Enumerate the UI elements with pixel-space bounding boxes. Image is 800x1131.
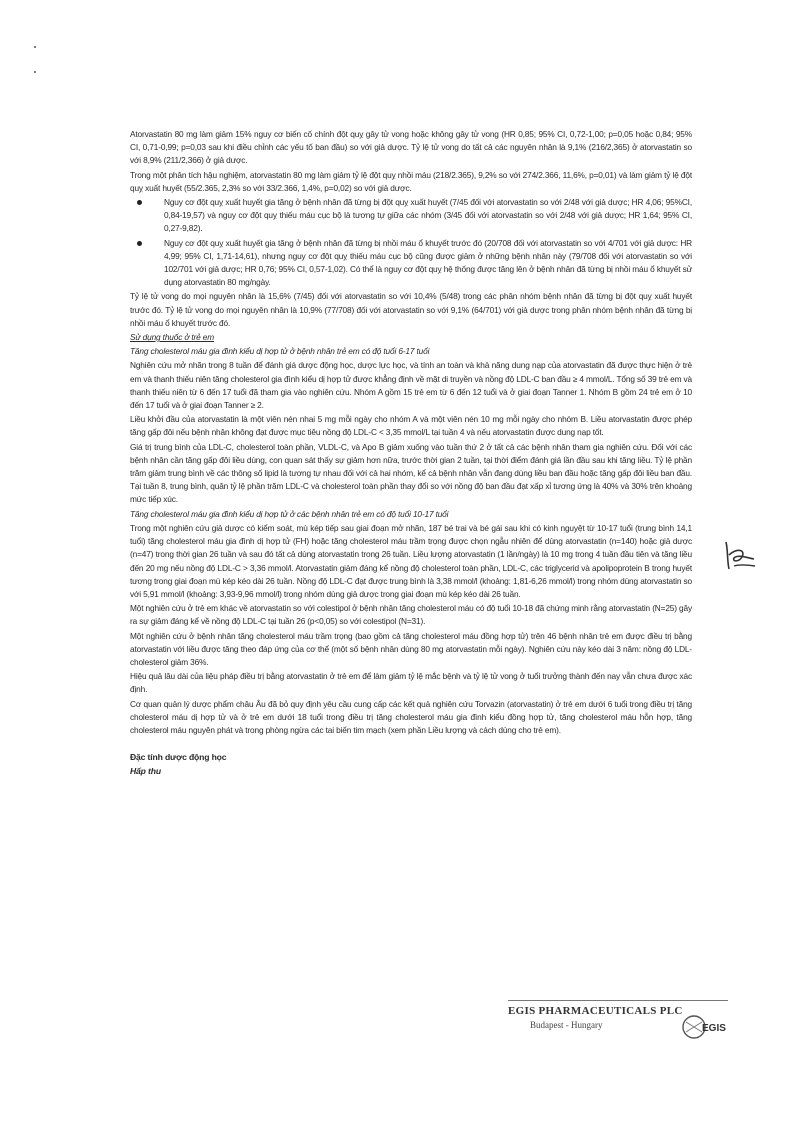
- egis-logo: [680, 1014, 742, 1040]
- heading-absorption: Hấp thu: [130, 766, 161, 777]
- paragraph-stroke-outcome: Atorvastatin 80 mg làm giảm 15% nguy cơ biến cố chính đột quỵ gây tử vong hoặc không gây tử vong (HR 0,85; 95% CI, 0,72-1,00; p=0,05 hoặc 0,84; 95% CI, 0,71-0,99; p=0,03 sau khi điều chỉnh các yếu tố ban đầu) so với giả dược. Tỷ lệ tử vong do tất cả các nguyên nhân là 9,1% (216/2,365) ở atorvastatin so với 8,9% (211/2,366) ở giả dược.: [130, 129, 692, 166]
- bullet-icon: [137, 200, 142, 205]
- bullet-list: [130, 196, 692, 289]
- bullet-item: [164, 237, 692, 290]
- paragraph-starting-dose: Liều khởi đầu của atorvastatin là một viên nén nhai 5 mg mỗi ngày cho nhóm A và một viên nén 10 mg mỗi ngày cho nhóm B. Liều atorvastatin được phép tăng gấp đôi nếu bệnh nhân không đạt được mục tiêu nồng độ LDL-C < 3,35 mmol/L tại tuần 4 và nếu atorvastatin được dung nạp tốt.: [130, 414, 692, 438]
- paragraph-ema-waiver: Cơ quan quản lý dược phẩm châu Âu đã bỏ quy định yêu cầu cung cấp các kết quả nghiên cứu Torvazin (atorvastatin) ở trẻ em dưới 6 tuổi trong điều trị tăng cholesterol máu dị hợp tử và ở trẻ em dưới 18 tuổi trong điều trị tăng cholesterol máu gia đình kiểu đồng hợp tử, tăng cholesterol máu hỗn hợp, tăng cholesterol máu nguyên phát và trong phòng ngừa các tai biến tim mạch (xem phần Liều lượng và cách dùng cho trẻ em).: [130, 698, 692, 735]
- paragraph-post-hoc-analysis: Trong một phân tích hậu nghiệm, atorvastatin 80 mg làm giảm tỷ lệ đột quỵ nhồi máu (218/2.365), 9,2% so với 274/2.366, 11,6%, p=0,01) và làm giảm tỷ lệ đột quỵ xuất huyết (55/2.365, 2,3% so với 33/2.366, 1,4%, p=0,02) so với giả dược.: [130, 169, 692, 193]
- paragraph-lipid-results: Giá trị trung bình của LDL-C, cholesterol toàn phần, VLDL-C, và Apo B giảm xuống vào tuần thứ 2 ở tất cả các bệnh nhân tham gia nghiên cứu. Đối với các bệnh nhân cần tăng gấp đôi liều dùng, con quan sát thấy sự giảm hơn nữa, trước thời gian 2 tuần, tại thời điểm đánh giá lần đầu sau khi tăng liều. Tỷ lệ phần trăm giảm trung bình về các thông số lipid là tương tự nhau đối với cả hai nhóm, kể cả bệnh nhân vẫn đang dùng liều ban đầu hoặc tăng gấp đôi liều ban đầu. Tại tuần 8, trung bình, quân tỷ lệ phần trăm LDL-C và cholesterol toàn phần thay đổi so với nồng độ ban đầu đạt xấp xỉ tương ứng là 40% và 30% trên khoảng mức tiếp xúc.: [130, 441, 692, 505]
- document-body: [130, 128, 692, 780]
- company-name: EGIS PHARMACEUTICALS PLC: [508, 1005, 683, 1017]
- paragraph-mortality: Tỷ lệ tử vong do mọi nguyên nhân là 15,6% (7/45) đối với atorvastatin so với 10,4% (5/48) trong các phân nhóm bệnh nhân đã từng bị đột quỵ xuất huyết trước đó. Tỷ lệ tử vong do mọi nguyên nhân là 10,9% (77/708) đối với atorvastatin so với 9,1% (64/701) với giả dược trong phân nhóm bệnh nhân đã từng bị nhồi máu ổ khuyết trước đó.: [130, 291, 692, 328]
- company-city: Budapest - Hungary: [530, 1020, 603, 1030]
- heading-pharmacokinetics: Đặc tính dược động học: [130, 752, 227, 763]
- stamp-divider: [508, 1000, 728, 1001]
- handwritten-signature: [720, 538, 760, 574]
- company-stamp: [508, 1000, 738, 1044]
- paragraph-colestipol-study: Một nghiên cứu ở trẻ em khác về atorvastatin so với colestipol ở bệnh nhân tăng cholesterol máu có độ tuổi 10-18 đã chứng minh rằng atorvastatin (N=25) gây ra sự giảm đáng kể về nồng độ LDL-C tại tuần 26 (p<0,05) so với colestipol (N=31).: [130, 603, 692, 627]
- paragraph-severe-hypercholesterolemia: Một nghiên cứu ở bệnh nhân tăng cholesterol máu trầm trọng (bao gồm cả tăng cholesterol máu đồng hợp tử) trên 46 bệnh nhân trẻ em được điều trị bằng atorvastatin với liều được tăng theo đáp ứng của cơ thể (một số bệnh nhân dùng 80 mg atorvastatin mỗi ngày). Nghiên cứu này kéo dài 3 năm: nồng độ LDL-cholesterol giảm 36%.: [130, 630, 692, 667]
- scan-speck: [34, 71, 36, 73]
- heading-pediatric-use: Sử dụng thuốc ở trẻ em: [130, 332, 214, 343]
- scan-speck: [34, 46, 36, 48]
- bullet-icon: [137, 241, 142, 246]
- paragraph-long-term-efficacy: Hiệu quả lâu dài của liệu pháp điều trị bằng atorvastatin ở trẻ em để làm giảm tỷ lệ mắc bệnh và tỷ lệ tử vong ở tuổi trưởng thành đến nay vẫn chưa được xác định.: [130, 671, 692, 695]
- bullet-text: Nguy cơ đột quỵ xuất huyết gia tăng ở bệnh nhân đã từng bị đột quỵ xuất huyết (7/45 đối với atorvastatin so với 2/48 với giả dược; HR 4,06; 95%CI, 0,84-19,57) và nguy cơ đột quỵ thiếu máu cục bộ là tương tự giữa các nhóm (3/45 đối với atorvastatin so với 2/48 với giả dược; HR 1,64; 95% CI, 0,27-9,82).: [164, 197, 692, 234]
- paragraph-double-blind-study: Trong một nghiên cứu giả dược có kiểm soát, mù kép tiếp sau giai đoạn mở nhãn, 187 bé trai và bé gái sau khi có kinh nguyệt từ 10-17 tuổi (trung bình 14,1 tuổi) tăng cholesterol máu gia đình dị hợp tử (FH) hoặc tăng cholesterol máu trầm trọng được chọn ngẫu nhiên để dùng atorvastatin (n=140) hoặc giả dược (n=47) trong thời gian 26 tuần và sau đó tất cả dùng atorvastatin trong 26 tuần. Liều lượng atorvastatin (1 lần/ngày) là 10 mg trong 4 tuần đầu tiên và tăng liều đến 20 mg nếu nồng độ LDL-C > 3,36 mmol/l. Atorvastatin giảm đáng kể nồng độ cholesterol toàn phần, LDL-C, các triglycerid và apolipoprotein B trong huyết tương trong giai đoạn mù kép kéo dài 26 tuần. Nồng độ LDL-C đạt được trung bình là 3,38 mmol/l (khoảng: 1,81-6,26 mmol/l) trong nhóm dùng atorvastatin so với 5,91 mmol/l (khoảng: 3,93-9,96 mmol/l) trong nhóm dùng giả dược trong giai đoạn mù kép kéo dài 26 tuần.: [130, 522, 692, 599]
- bullet-item: [164, 196, 692, 236]
- heading-age-10-17: Tăng cholesterol máu gia đình kiểu dị hợp tử ở các bệnh nhân trẻ em có độ tuổi 10-17 tuổi: [130, 508, 449, 519]
- paragraph-open-label-study: Nghiên cứu mở nhãn trong 8 tuần để đánh giá dược động học, dược lực học, và tính an toàn và khả năng dung nạp của atorvastatin đã được thực hiện ở trẻ em và thanh thiếu niên tăng cholesterol gia đình kiểu dị hợp tử được khẳng định về mặt di truyền và nồng độ LDL-C ban đầu ≥ 4 mmol/L. Tổng số 39 trẻ em và thanh thiếu niên từ 6 đến 17 tuổi đã tham gia vào nghiên cứu. Nhóm A gồm 15 trẻ em từ 6 đến 12 tuổi và ở giai đoạn Tanner 1. Nhóm B gồm 24 trẻ em ở 10 đến 17 tuổi và ở giai đoạn Tanner ≥ 2.: [130, 360, 692, 411]
- bullet-text: Nguy cơ đột quỵ xuất huyết gia tăng ở bệnh nhân đã từng bị nhồi máu ổ khuyết trước đó (20/708 đối với atorvastatin so với 4/701 với giả dược: HR 4,99; 95% CI, 1,71-14,61), nhưng nguy cơ đột quỵ thiếu máu cục bộ cũng được giảm ở những bệnh nhân này (79/708 đối với atorvastatin so với 102/701 với giả dược; HR 0,76; 95% CI, 0,57-1,02). Có thể là nguy cơ đột quỵ hệ thống được tăng lên ở bệnh nhân đã từng bị nhồi máu ổ khuyết sử dụng atorvastatin 80 mg/ngày.: [164, 237, 692, 288]
- svg-text:EGIS: EGIS: [702, 1023, 726, 1034]
- heading-age-6-17: Tăng cholesterol máu gia đình kiểu dị hợp tử ở bệnh nhân trẻ em có độ tuổi 6-17 tuổi: [130, 346, 430, 357]
